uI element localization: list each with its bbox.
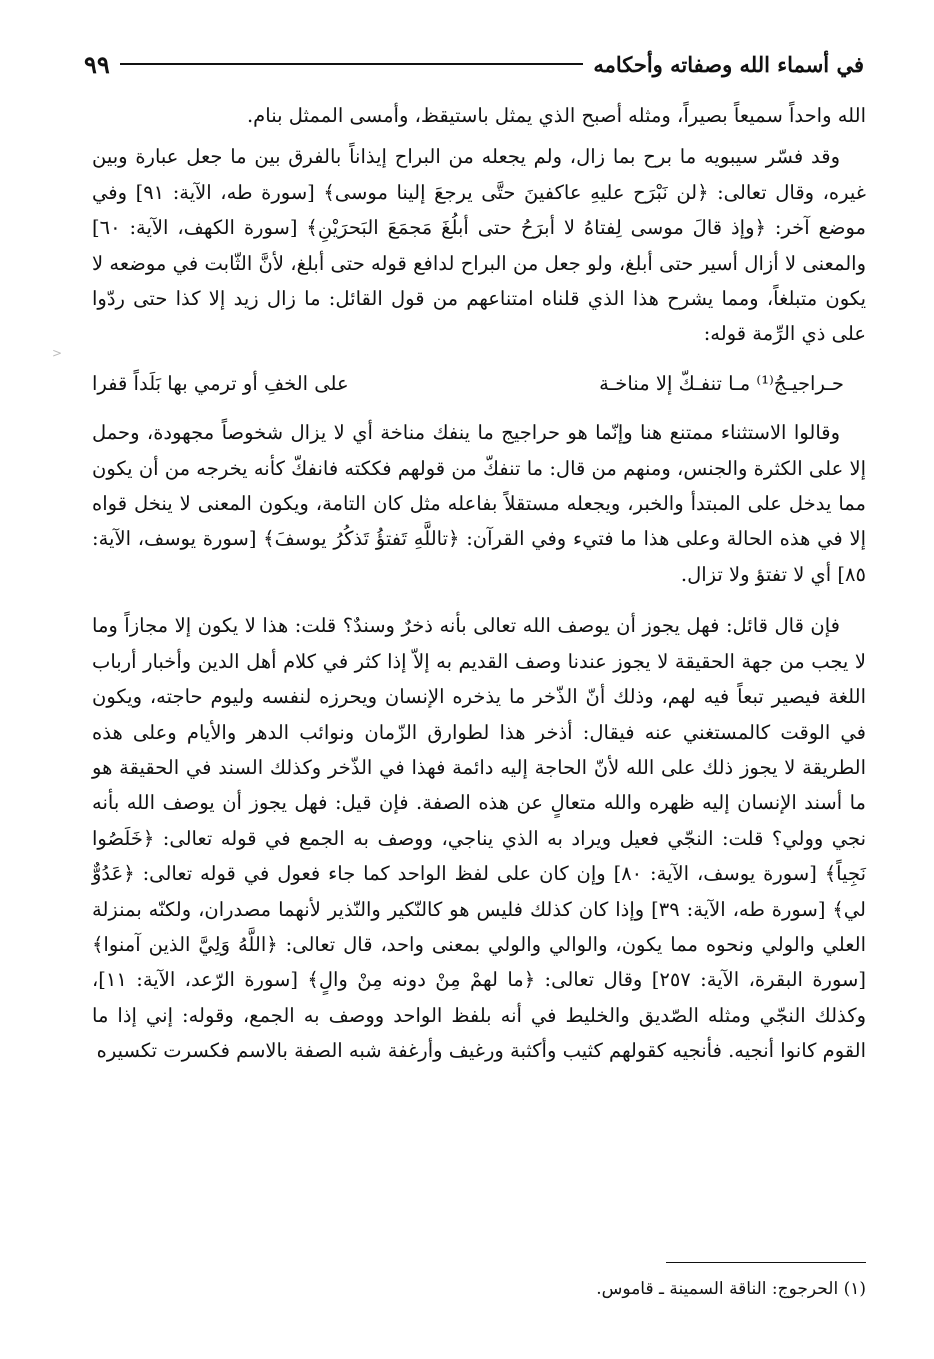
footnote-rule (666, 1262, 866, 1263)
paragraph: وقد فسّر سيبويه ما برح بما زال، ولم يجعله من البراح إيذاناً بالفرق بين ما جعل عبارة وبين غيره، وقال تعالى: ﴿لن نَبْرَح عليهِ عاكفينَ حتَّى يرجعَ إلينا موسى﴾ [سورة طه، الآية: ٩١] وفي موضع آخر: ﴿وإذ قالَ موسى لِفتاهُ لا أبرَحُ حتى أبلُغَ مَجمَعَ البَحرَيْنِ﴾ [سورة الكهف، الآية: ٦٠] والمعنى لا أزال أسير حتى أبلغ، ولو جعل من البراح لدافع قوله حتى أبلغ، لأنَّ الثّابت في موضعه لا يكون متبلغاً، ومما يشرح هذا الذي قلناه امتناعهم من قول القائل: ما زال زيد إلا كذا حتى ردّوا على ذي الرِّمة قوله: (92, 145, 866, 346)
page-number: ٩٩ (84, 49, 110, 79)
poetry-verse (92, 366, 866, 401)
main-text (92, 98, 866, 1075)
verse-first-hemistich: حـراجيـجُ⁽¹⁾ مـا تنفـكّ إلا مناخـة (599, 371, 844, 395)
verse-second-hemistich: على الخفِ أو ترمي بها بَلَداً قفرا (92, 371, 349, 395)
paragraph: فإن قال قائل: فهل يجوز أن يوصف الله تعالى بأنه ذخرٌ وسندٌ؟ قلت: هذا لا يكون إلا مجازاً وما لا يجب من جهة الحقيقة لا يجوز عندنا وصف القديم به إلاّ إذا كثر في كلام أهل الدين وأخبار أرباب اللغة فيصير تبعاً فيه لهم، وذلك أنّ الذّخر ما يذخره الإنسان ويحرزه لنفسه وليوم حاجته، ويكون في الوقت كالمستغني عنه فيقال: أذخر هذا لطوارق الزّمان ونوائب الدهر والأيام وعلى هذه الطريقة لا يجوز ذلك على الله لأنّ الحاجة إليه دائمة فهذا في الذّخر وكذلك السند في الحقيقة هو ما أسند الإنسان إليه ظهره والله متعالٍ عن هذه الصفة. فإن قيل: فهل يجوز أن يوصف الله بأنه نجي وولي؟ قلت: النجّي فعيل ويراد به الذي يناجي، ووصف به الجمع في قوله تعالى: ﴿خَلَصُوا نَجِياً﴾ [سورة يوسف، الآية: ٨٠] وإن كان على لفظ الواحد كما جاء فعول في قوله تعالى: ﴿عَدُوٌّ لي﴾ [سورة طه، الآية: ٣٩] وإذا كان كذلك فليس هو كالنّكير والنّذير لأنهما مصدران، ولكنّه بمنزلة العلي والولي ونحوه مما يكون، والوالي والولي بمعنى واحد، قال تعالى: ﴿اللَّهُ وَلِيَّ الذين آمنوا﴾ [سورة البقرة، الآية: ٢٥٧] وقال تعالى: ﴿ما لهمْ مِنْ دونه مِنْ والٍ﴾ [سورة الرّعد، الآية: ١١]، وكذلك النجّي ومثله الصّديق والخليط في أنه بلفظ الواحد ووصف به الجمع، وقوله: إني إذا ما القوم كانوا أنجيه. فأنجيه كقولهم كثيب وأكثبة ورغيف وأرغفة شبه الصفة بالاسم فكسرت تكسيره (92, 614, 866, 1063)
margin-mark: < (52, 346, 63, 360)
running-header (84, 44, 864, 84)
footnote: (١) الحرجوج: الناقة السمينة ـ قاموس. (596, 1279, 866, 1299)
header-rule (120, 63, 584, 65)
paragraph: الله واحداً سميعاً بصيراً، ومثله أصبح الذي يمثل باستيقظ، وأمسى الممثل بنام. (246, 104, 866, 127)
paragraph: وقالوا الاستثناء ممتنع هنا وإنّما هو حراجيج ما ينفك مناخة أي لا يزال شخوصاً مجهودة، وحمل إلا على الكثرة والجنس، ومنهم من قال: ما تنفكّ من قولهم فككته فانفكّ كأنه يخرجه من أن يكون مما يدخل على المبتدأ والخبر، ويجعله مستقلاً بفاعله مثل كان التامة، ويكون المعنى لا ينخل قواه إلا في هذه الحالة وعلى هذا ما فتيء وفي القرآن: ﴿تاللَّهِ تَفتؤُ تَذكُرُ يوسفَ﴾ [سورة يوسف، الآية: ٨٥] أي لا تفتؤ ولا تزال. (92, 421, 866, 586)
header-title: في أسماء الله وصفاته وأحكامه (593, 51, 864, 77)
